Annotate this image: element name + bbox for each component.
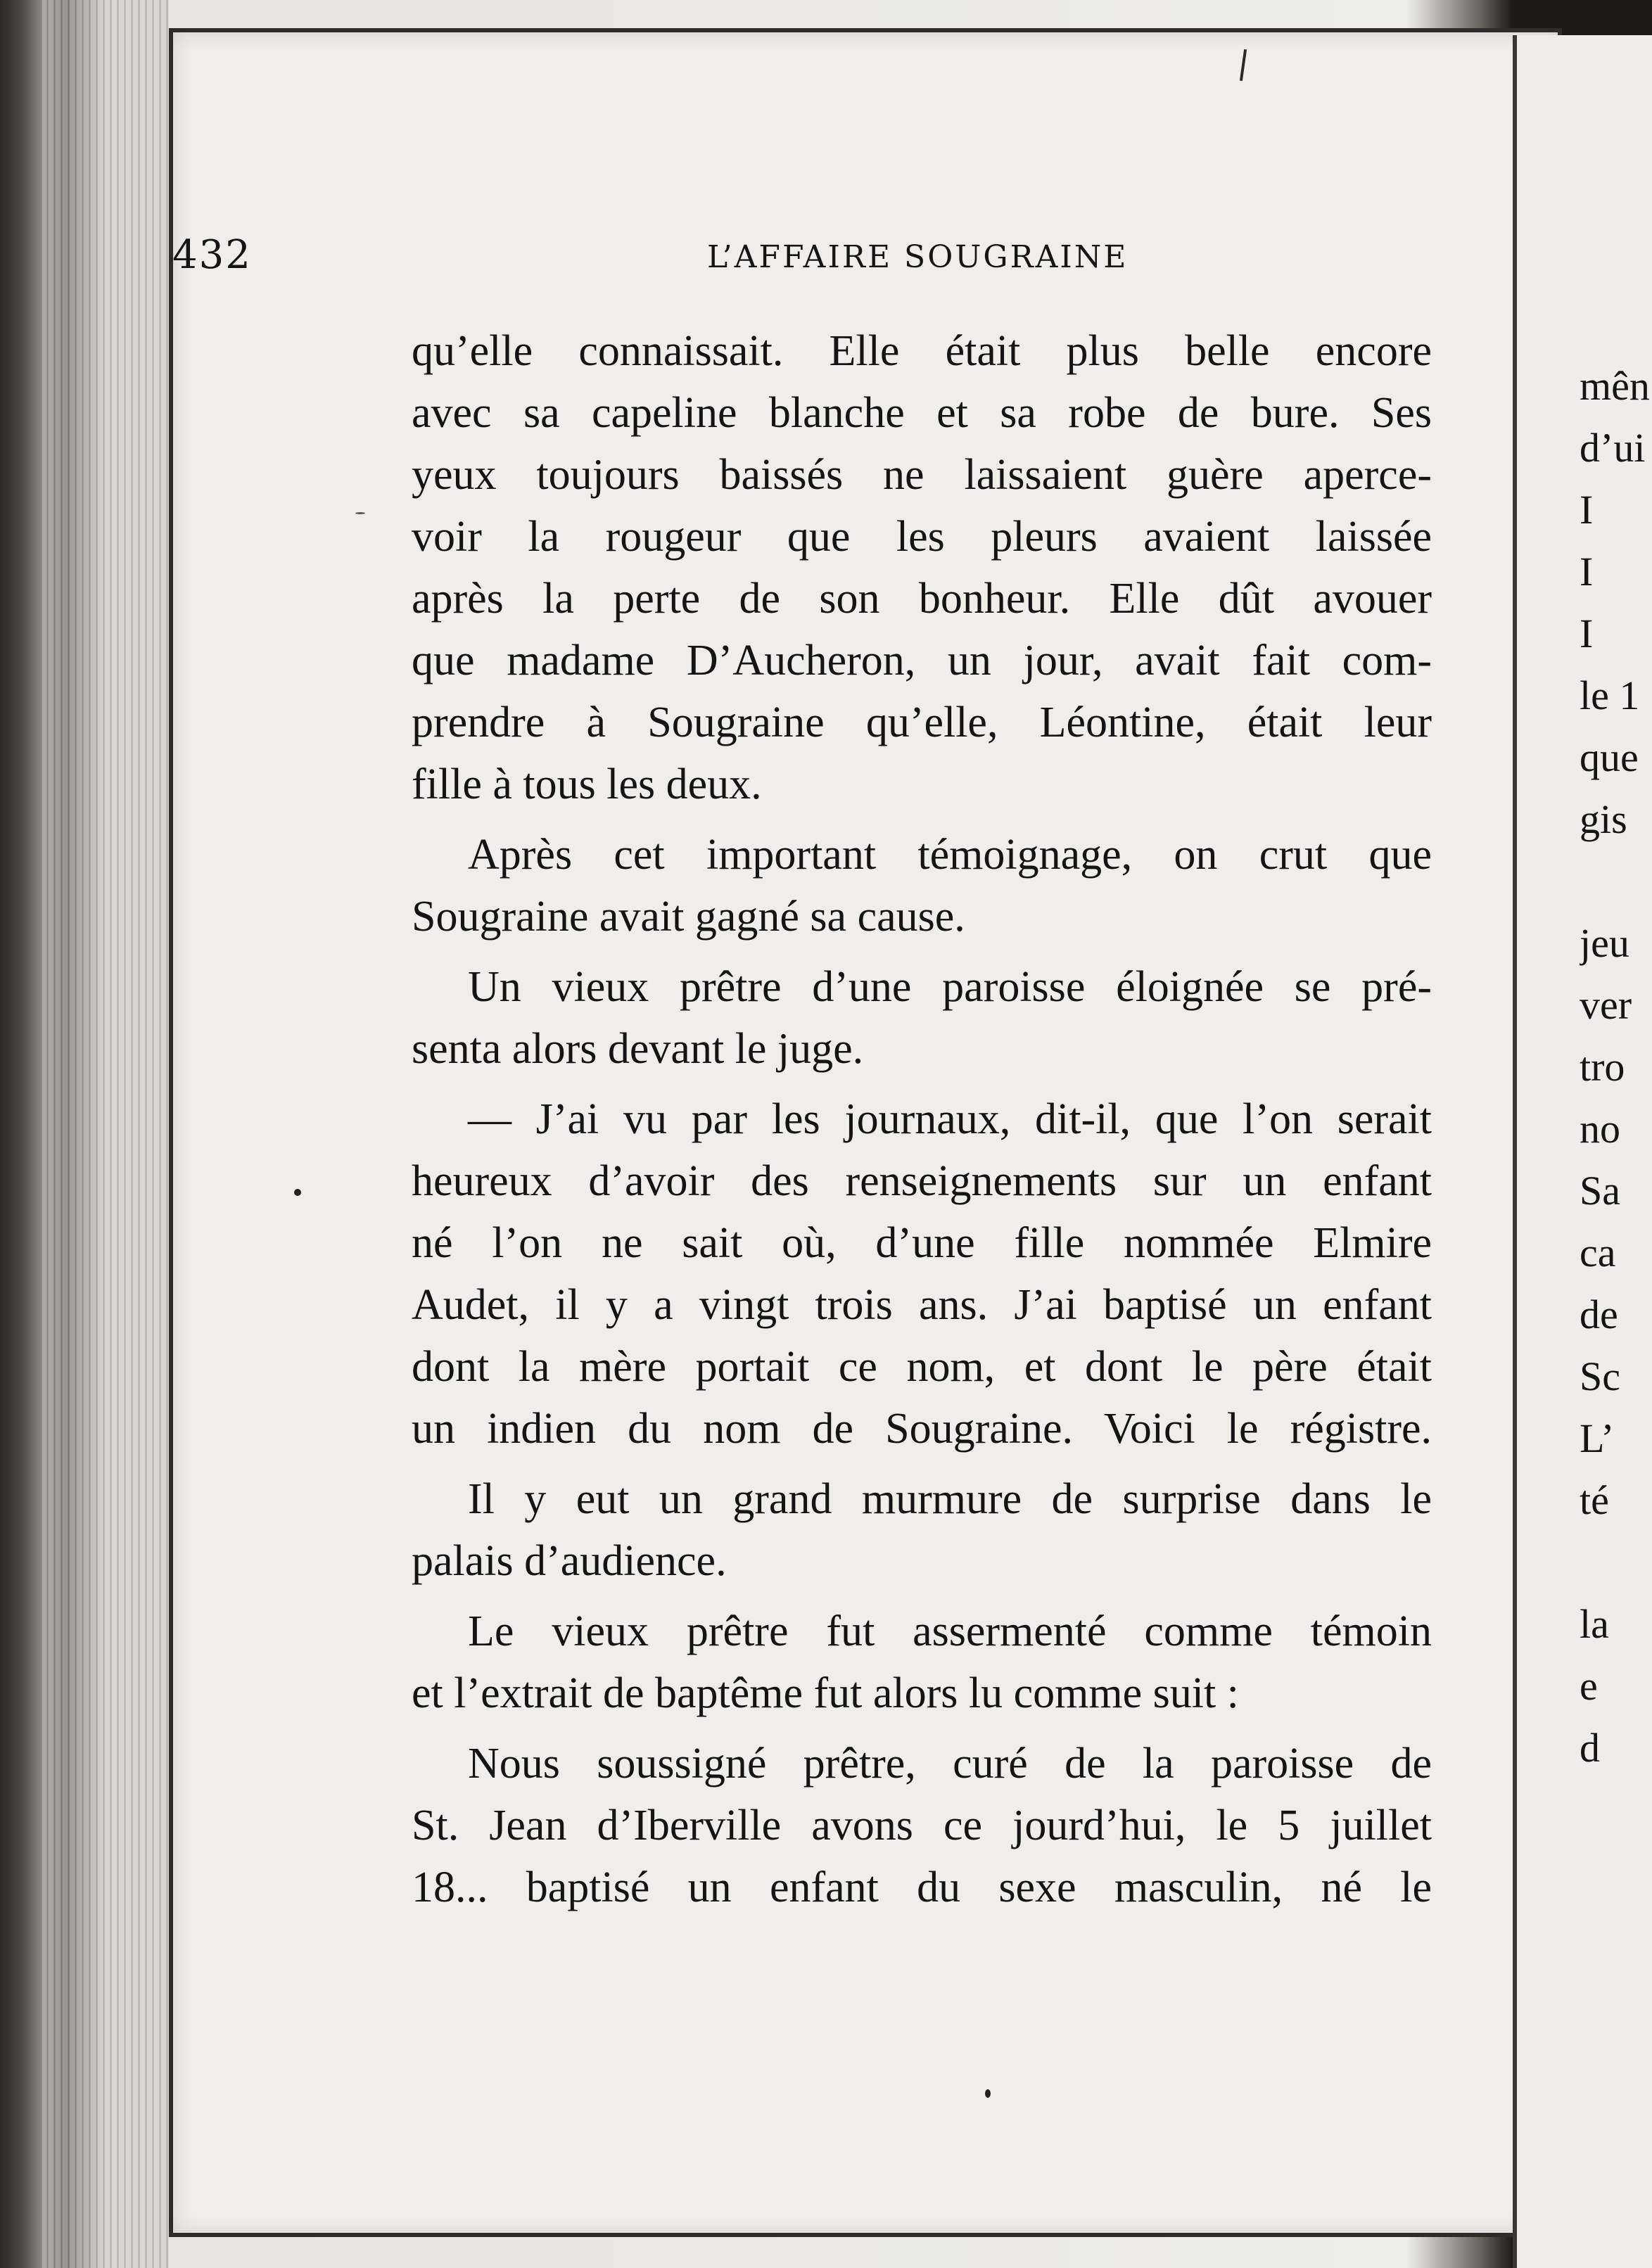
facing-fragment: L’: [1580, 1415, 1615, 1461]
text-line: né l’on ne sait où, d’une fille nommée Elmire: [412, 1219, 1432, 1267]
facing-fragment: [1580, 1531, 1652, 1593]
text-line: yeux toujours baissés ne laissaient guère aperce-: [412, 451, 1432, 499]
facing-fragment: que: [1580, 734, 1639, 780]
facing-fragment: I: [1580, 611, 1594, 656]
text-line: — J’ai vu par les journaux, dit-il, que l’on serait: [468, 1095, 1432, 1143]
text-line: Un vieux prêtre d’une paroisse éloignée se pré-: [468, 963, 1432, 1011]
facing-fragment: Sa: [1580, 1168, 1620, 1213]
text-line: après la perte de son bonheur. Elle dût avouer: [412, 575, 1432, 623]
facing-fragment: Sc: [1580, 1353, 1620, 1399]
facing-fragment: le 1: [1580, 673, 1640, 718]
facing-fragment: de: [1580, 1292, 1618, 1337]
facing-fragment: té: [1580, 1477, 1609, 1523]
text-line: qu’elle connaissait. Elle était plus belle encore: [412, 327, 1432, 375]
text-line: que madame D’Aucheron, un jour, avait fait com-: [412, 637, 1432, 684]
text-line: St. Jean d’Iberville avons ce jourd’hui, le 5 juillet: [412, 1802, 1432, 1849]
text-line: Audet, il y a vingt trois ans. J’ai baptisé un enfant: [412, 1281, 1432, 1329]
text-line: voir la rougeur que les pleurs avaient laissée: [412, 513, 1432, 561]
facing-fragment: I: [1580, 487, 1594, 533]
facing-fragment: gis: [1580, 796, 1627, 842]
text-line: Sougraine avait gagné sa cause.: [412, 893, 965, 941]
text-line: fille à tous les deux.: [412, 760, 762, 808]
ink-speck: [985, 2089, 991, 2098]
facing-fragment: d’ui: [1580, 425, 1646, 471]
ink-speck: [294, 1189, 301, 1196]
text-line: prendre à Sougraine qu’elle, Léontine, était leur: [412, 699, 1432, 746]
stacked-page-edges: [42, 0, 169, 2268]
body-text: [412, 320, 1432, 1918]
text-line: palais d’audience.: [412, 1537, 727, 1585]
facing-fragment: ca: [1580, 1230, 1616, 1275]
facing-fragment: d: [1580, 1725, 1600, 1771]
text-line: senta alors devant le juge.: [412, 1025, 864, 1073]
facing-fragment: mên: [1580, 363, 1650, 409]
facing-fragment: no: [1580, 1106, 1620, 1152]
page-number: 432: [172, 232, 252, 278]
text-line: 18... baptisé un enfant du sexe masculin, né le: [412, 1864, 1432, 1911]
text-line: avec sa capeline blanche et sa robe de bure. Ses: [412, 389, 1432, 437]
text-line: un indien du nom de Sougraine. Voici le régistre.: [412, 1405, 1432, 1453]
text-line: heureux d’avoir des renseignements sur un enfant: [412, 1157, 1432, 1205]
text-line: Le vieux prêtre fut assermenté comme témoin: [468, 1607, 1432, 1655]
facing-fragment: tro: [1580, 1044, 1625, 1090]
text-line: Il y eut un grand murmure de surprise dans le: [468, 1475, 1432, 1523]
text-line: Nous soussigné prêtre, curé de la paroisse de: [468, 1740, 1432, 1788]
ink-speck: [355, 512, 365, 514]
facing-fragment: [1580, 850, 1652, 912]
facing-fragment: la: [1580, 1601, 1609, 1647]
facing-fragment: I: [1580, 549, 1594, 594]
text-line: dont la mère portait ce nom, et dont le père était: [412, 1343, 1432, 1391]
running-title: L’AFFAIRE SOUGRAINE: [707, 239, 1129, 275]
text-line: et l’extrait de baptême fut alors lu comme suit :: [412, 1669, 1239, 1717]
facing-fragment: ver: [1580, 982, 1632, 1028]
text-line: Après cet important témoignage, on crut que: [468, 831, 1432, 879]
facing-page-text: [1580, 355, 1652, 1779]
facing-fragment: jeu: [1580, 920, 1629, 966]
facing-fragment: e: [1580, 1663, 1598, 1709]
